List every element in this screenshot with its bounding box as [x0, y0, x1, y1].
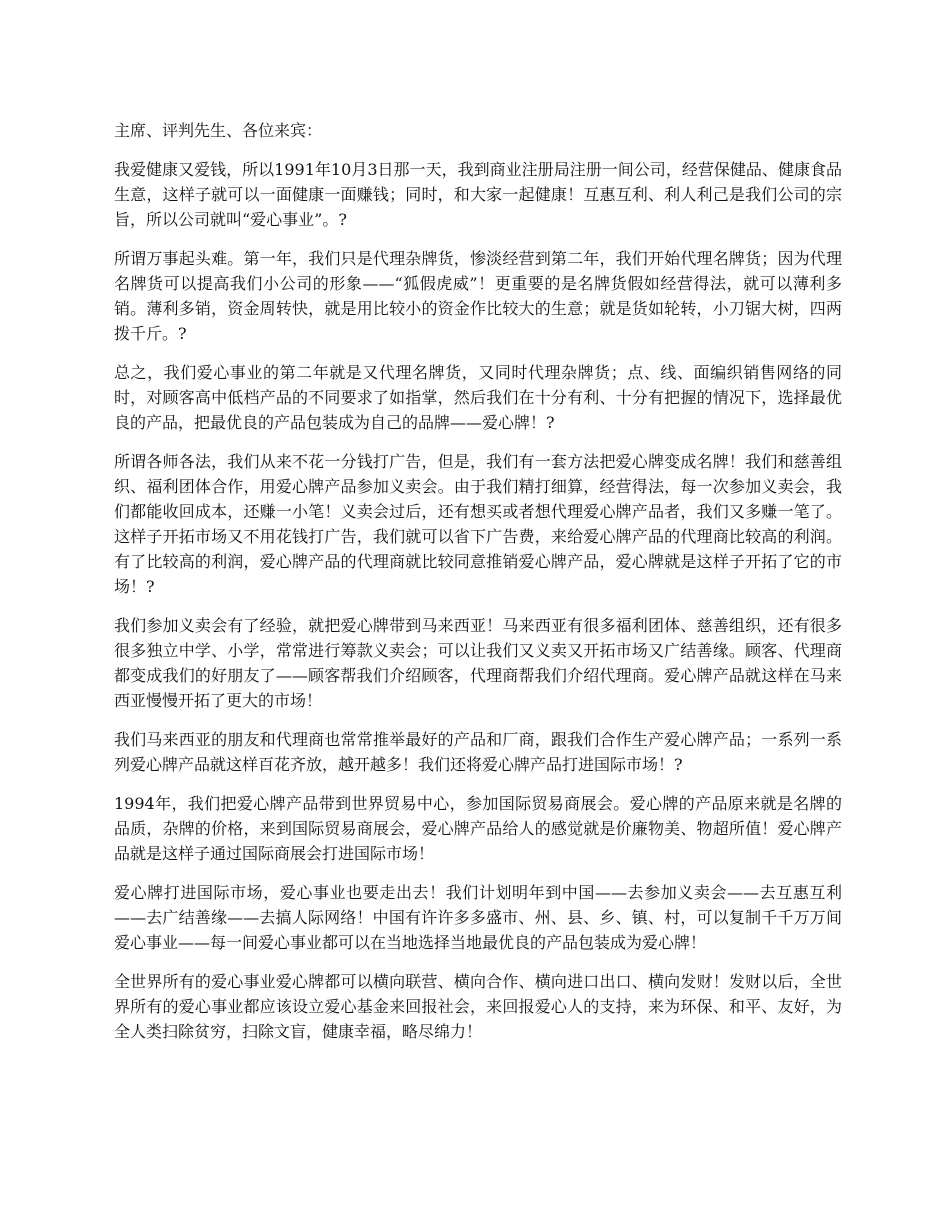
paragraph: 我们马来西亚的朋友和代理商也常常推举最好的产品和厂商，跟我们合作生产爱心牌产品；一系列一系列爱心牌产品就这样百花齐放，越开越多！我们还将爱心牌产品打进国际市场！? — [114, 730, 842, 774]
paragraph: 我爱健康又爱钱，所以1991年10月3日那一天，我到商业注册局注册一间公司，经营保健品、健康食品生意，这样子就可以一面健康一面赚钱；同时，和大家一起健康！互惠互利、利人利己是我们公司的宗旨，所以公司就叫“爱心事业”。? — [114, 160, 842, 229]
paragraph: 1994年，我们把爱心牌产品带到世界贸易中心，参加国际贸易商展会。爱心牌的产品原来就是名牌的品质，杂牌的价格，来到国际贸易商展会，爱心牌产品给人的感觉就是价廉物美、物超所值！爱心牌产品就是这样子通过国际商展会打进国际市场！ — [114, 794, 842, 863]
paragraph: 所谓各师各法，我们从来不花一分钱打广告，但是，我们有一套方法把爱心牌变成名牌！我们和慈善组织、福利团体合作，用爱心牌产品参加义卖会。由于我们精打细算，经营得法，每一次参加义卖会，我们都能收回成本，还赚一小笔！义卖会过后，还有想买或者想代理爱心牌产品者，我们又多赚一笔了。这样子开拓市场又不用花钱打广告，我们就可以省下广告费，来给爱心牌产品的代理商比较高的利润。有了比较高的利润，爱心牌产品的代理商就比较同意推销爱心牌产品，爱心牌就是这样子开拓了它的市场！? — [114, 452, 842, 596]
greeting: 主席、评判先生、各位来宾： — [114, 121, 323, 140]
paragraph: 爱心牌打进国际市场，爱心事业也要走出去！我们计划明年到中国——去参加义卖会——去互惠互利——去广结善缘——去搞人际网络！中国有许许多多盛市、州、县、乡、镇、村，可以复制千千万万间爱心事业——每一间爱心事业都可以在当地选择当地最优良的产品包装成为爱心牌！ — [114, 883, 842, 952]
document-body — [114, 118, 842, 1058]
paragraph: 总之，我们爱心事业的第二年就是又代理名牌货，又同时代理杂牌货；点、线、面编织销售网络的同时，对顾客高中低档产品的不同要求了如指掌，然后我们在十分有利、十分有把握的情况下，选择最优良的产品，把最优良的产品包装成为自己的品牌——爱心牌！? — [114, 363, 842, 432]
paragraph: 全世界所有的爱心事业爱心牌都可以横向联营、横向合作、横向进口出口、横向发财！发财以后，全世界所有的爱心事业都应该设立爱心基金来回报社会，来回报爱心人的支持，来为环保、和平、友好，为全人类扫除贫穷，扫除文盲，健康幸福，略尽绵力！ — [114, 972, 842, 1041]
paragraph: 所谓万事起头难。第一年，我们只是代理杂牌货，惨淡经营到第二年，我们开始代理名牌货；因为代理名牌货可以提高我们小公司的形象——“狐假虎威”！更重要的是名牌货假如经营得法，就可以薄利多销。薄利多销，资金周转快，就是用比较小的资金作比较大的生意；就是货如轮转，小刀锯大树，四两拨千斤。? — [114, 249, 842, 343]
paragraph: 我们参加义卖会有了经验，就把爱心牌带到马来西亚！马来西亚有很多福利团体、慈善组织，还有很多很多独立中学、小学，常常进行筹款义卖会；可以让我们又义卖又开拓市场又广结善缘。顾客、代理商都变成我们的好朋友了——顾客帮我们介绍顾客，代理商帮我们介绍代理商。爱心牌产品就这样在马来西亚慢慢开拓了更大的市场！ — [114, 616, 842, 710]
